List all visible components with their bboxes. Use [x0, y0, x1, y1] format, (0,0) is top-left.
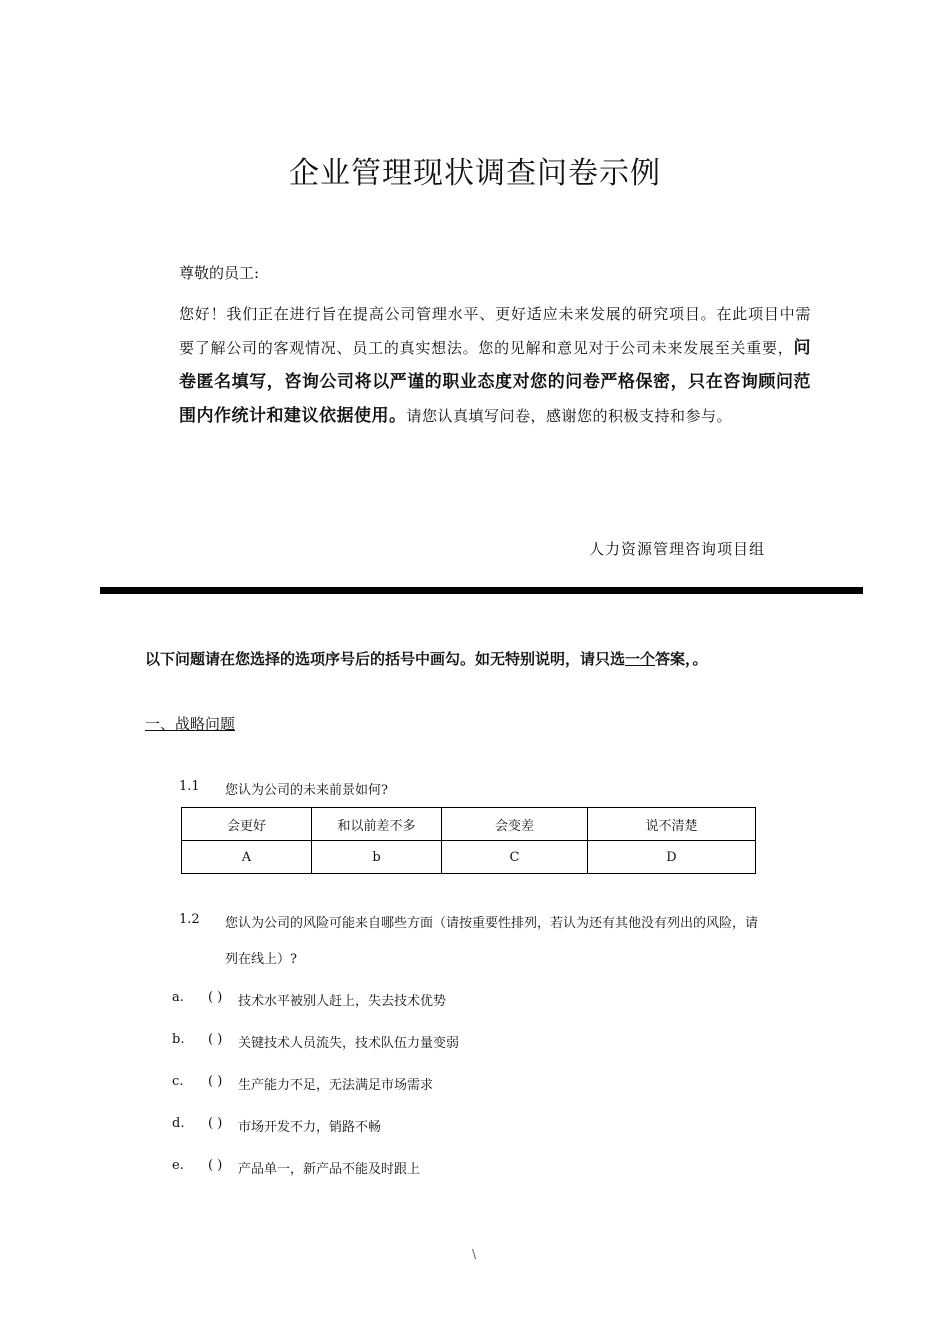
question-number: 1.2: [179, 912, 200, 927]
option-letter: e.: [172, 1158, 184, 1173]
option-label: 生产能力不足，无法满足市场需求: [238, 1078, 434, 1093]
table-header-row: [182, 808, 756, 841]
question-text: 您认为公司的未来前景如何?: [225, 783, 388, 798]
option-checkbox[interactable]: ( ): [208, 1032, 223, 1047]
divider: [100, 587, 863, 594]
option-letter: b.: [172, 1032, 185, 1047]
question-number: 1.1: [179, 779, 200, 794]
instruction-text-2: 答案，。: [655, 650, 708, 668]
option-checkbox[interactable]: ( ): [208, 990, 223, 1005]
greeting: 尊敬的员工:: [179, 264, 260, 282]
instruction-underlined: 一个: [625, 650, 656, 668]
option-a[interactable]: [172, 990, 446, 1009]
question-text-continued: 列在线上）?: [225, 952, 297, 967]
signature: 人力资源管理咨询项目组: [589, 540, 766, 558]
section-heading: 一、战略问题: [145, 715, 236, 733]
table-header-cell: 会更好: [182, 808, 312, 841]
option-b[interactable]: [172, 1032, 459, 1051]
option-c[interactable]: [172, 1074, 433, 1093]
answer-cell-c[interactable]: C: [442, 841, 588, 874]
option-checkbox[interactable]: ( ): [208, 1074, 223, 1089]
option-label: 产品单一，新产品不能及时跟上: [238, 1162, 421, 1177]
table-header-cell: 说不清楚: [588, 808, 756, 841]
page-title: 企业管理现状调查问卷示例: [289, 156, 661, 192]
instruction-text-1: 以下问题请在您选择的选项序号后的括号中画勾。如无特别说明，请只选: [145, 650, 626, 668]
option-e[interactable]: [172, 1158, 420, 1177]
question-text: 您认为公司的风险可能来自哪些方面（请按重要性排列，若认为还有其他没有列出的风险，请: [225, 916, 759, 931]
answer-cell-d[interactable]: D: [588, 841, 756, 874]
footer-mark: \: [472, 1247, 477, 1261]
option-checkbox[interactable]: ( ): [208, 1158, 223, 1173]
table-row: [182, 841, 756, 874]
option-label: 市场开发不力，销路不畅: [238, 1120, 382, 1135]
answer-cell-a[interactable]: A: [182, 841, 312, 874]
option-label: 技术水平被别人赶上，失去技术优势: [238, 994, 447, 1009]
intro-confidentiality-note: 问卷匿名填写，咨询公司将以严谨的职业态度对您的问卷严格保密，只在咨询顾问范围内作统计和建议依据使用。: [179, 338, 811, 426]
answer-cell-b[interactable]: b: [312, 841, 442, 874]
table-header-cell: 和以前差不多: [312, 808, 442, 841]
option-letter: c.: [172, 1074, 184, 1089]
intro-text-2: 请您认真填写问卷，感谢您的积极支持和参与。: [406, 407, 733, 425]
option-checkbox[interactable]: ( ): [208, 1116, 223, 1131]
table-header-cell: 会变差: [442, 808, 588, 841]
answer-table: [181, 807, 756, 874]
intro-paragraph: [179, 297, 811, 433]
intro-text-1: 您好！我们正在进行旨在提高公司管理水平、更好适应未来发展的研究项目。在此项目中需要了解公司的客观情况、员工的真实想法。您的见解和意见对于公司未来发展至关重要，: [179, 305, 811, 357]
instruction: [145, 648, 708, 669]
option-label: 关键技术人员流失，技术队伍力量变弱: [238, 1036, 460, 1051]
option-d[interactable]: [172, 1116, 381, 1135]
option-letter: d.: [172, 1116, 185, 1131]
option-letter: a.: [172, 990, 184, 1005]
